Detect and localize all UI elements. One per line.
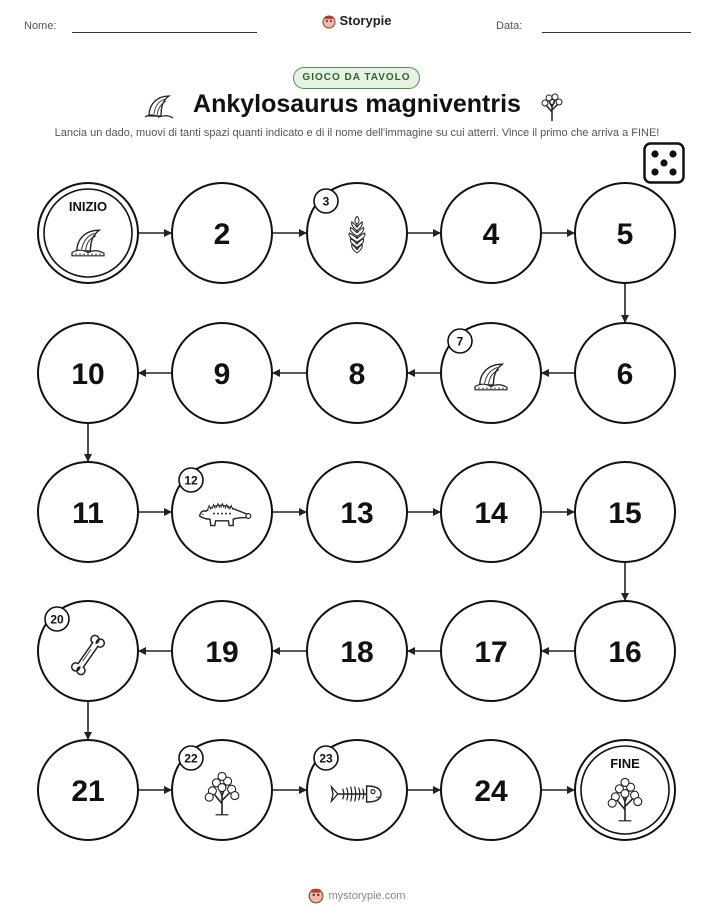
- space-number: 10: [71, 358, 105, 391]
- board-space-11[interactable]: [38, 462, 138, 562]
- board-space-23[interactable]: [307, 740, 407, 840]
- space-number: 12: [184, 473, 198, 488]
- board-space-1[interactable]: [38, 183, 138, 283]
- board-space-22[interactable]: [172, 740, 272, 840]
- footer-url: mystorypie.com: [328, 889, 406, 902]
- space-number-badge: [179, 746, 203, 770]
- space-number: 20: [50, 612, 64, 627]
- page-title: Ankylosaurus magniventris: [193, 90, 521, 118]
- space-number: 19: [205, 636, 239, 669]
- space-number: 6: [616, 358, 634, 391]
- board-space-18[interactable]: [307, 601, 407, 701]
- space-number: 8: [348, 358, 366, 391]
- start-label: INIZIO: [68, 199, 108, 214]
- board-space-19[interactable]: [172, 601, 272, 701]
- instructions: Lancia un dado, muovi di tanti spazi quanti indicato e di il nome dell'immagine su cui atterri. Vince il primo che arriva a FINE!: [54, 127, 660, 139]
- board-space-15[interactable]: [575, 462, 675, 562]
- space-number: 18: [340, 636, 374, 669]
- brand-name: Storypie: [339, 13, 392, 28]
- board-space-10[interactable]: [38, 323, 138, 423]
- space-number: 7: [456, 334, 464, 349]
- board-space-9[interactable]: [172, 323, 272, 423]
- board-space-8[interactable]: [307, 323, 407, 423]
- board-space-7[interactable]: [441, 323, 541, 423]
- space-number: 24: [474, 775, 508, 808]
- space-number-badge: [314, 746, 338, 770]
- space-number: 23: [319, 751, 333, 766]
- board-space-21[interactable]: [38, 740, 138, 840]
- space-number: 16: [608, 636, 642, 669]
- space-number: 3: [322, 194, 330, 209]
- space-number: 13: [340, 497, 374, 530]
- storypie-mascot-icon: [308, 888, 324, 904]
- board-space-6[interactable]: [575, 323, 675, 423]
- game-type-badge: GIOCO DA TAVOLO: [293, 67, 420, 89]
- space-number: 11: [72, 497, 104, 530]
- board-space-17[interactable]: [441, 601, 541, 701]
- board-space-25[interactable]: [575, 740, 675, 840]
- board-space-20[interactable]: [38, 601, 138, 701]
- board-space-24[interactable]: [441, 740, 541, 840]
- space-number: 9: [213, 358, 231, 391]
- date-label: Data:: [496, 20, 523, 32]
- space-number: 5: [616, 218, 634, 251]
- board-space-2[interactable]: [172, 183, 272, 283]
- end-label: FINE: [610, 756, 640, 771]
- space-number: 2: [213, 218, 231, 251]
- board-space-4[interactable]: [441, 183, 541, 283]
- space-number-badge: [45, 607, 69, 631]
- board-space-3[interactable]: [307, 183, 407, 283]
- board-space-5[interactable]: [575, 183, 675, 283]
- board-space-12[interactable]: [172, 462, 272, 562]
- board-space-13[interactable]: [307, 462, 407, 562]
- footer: [0, 888, 714, 904]
- name-label: Nome:: [24, 20, 57, 32]
- space-number-badge: [314, 189, 338, 213]
- space-number: 15: [608, 497, 642, 530]
- board-space-16[interactable]: [575, 601, 675, 701]
- space-number: 22: [184, 751, 198, 766]
- space-number: 17: [474, 636, 508, 669]
- space-number: 4: [482, 218, 500, 251]
- space-number: 14: [474, 497, 508, 530]
- space-number-badge: [179, 468, 203, 492]
- space-number: 21: [71, 775, 105, 808]
- board-space-14[interactable]: [441, 462, 541, 562]
- space-number-badge: [448, 329, 472, 353]
